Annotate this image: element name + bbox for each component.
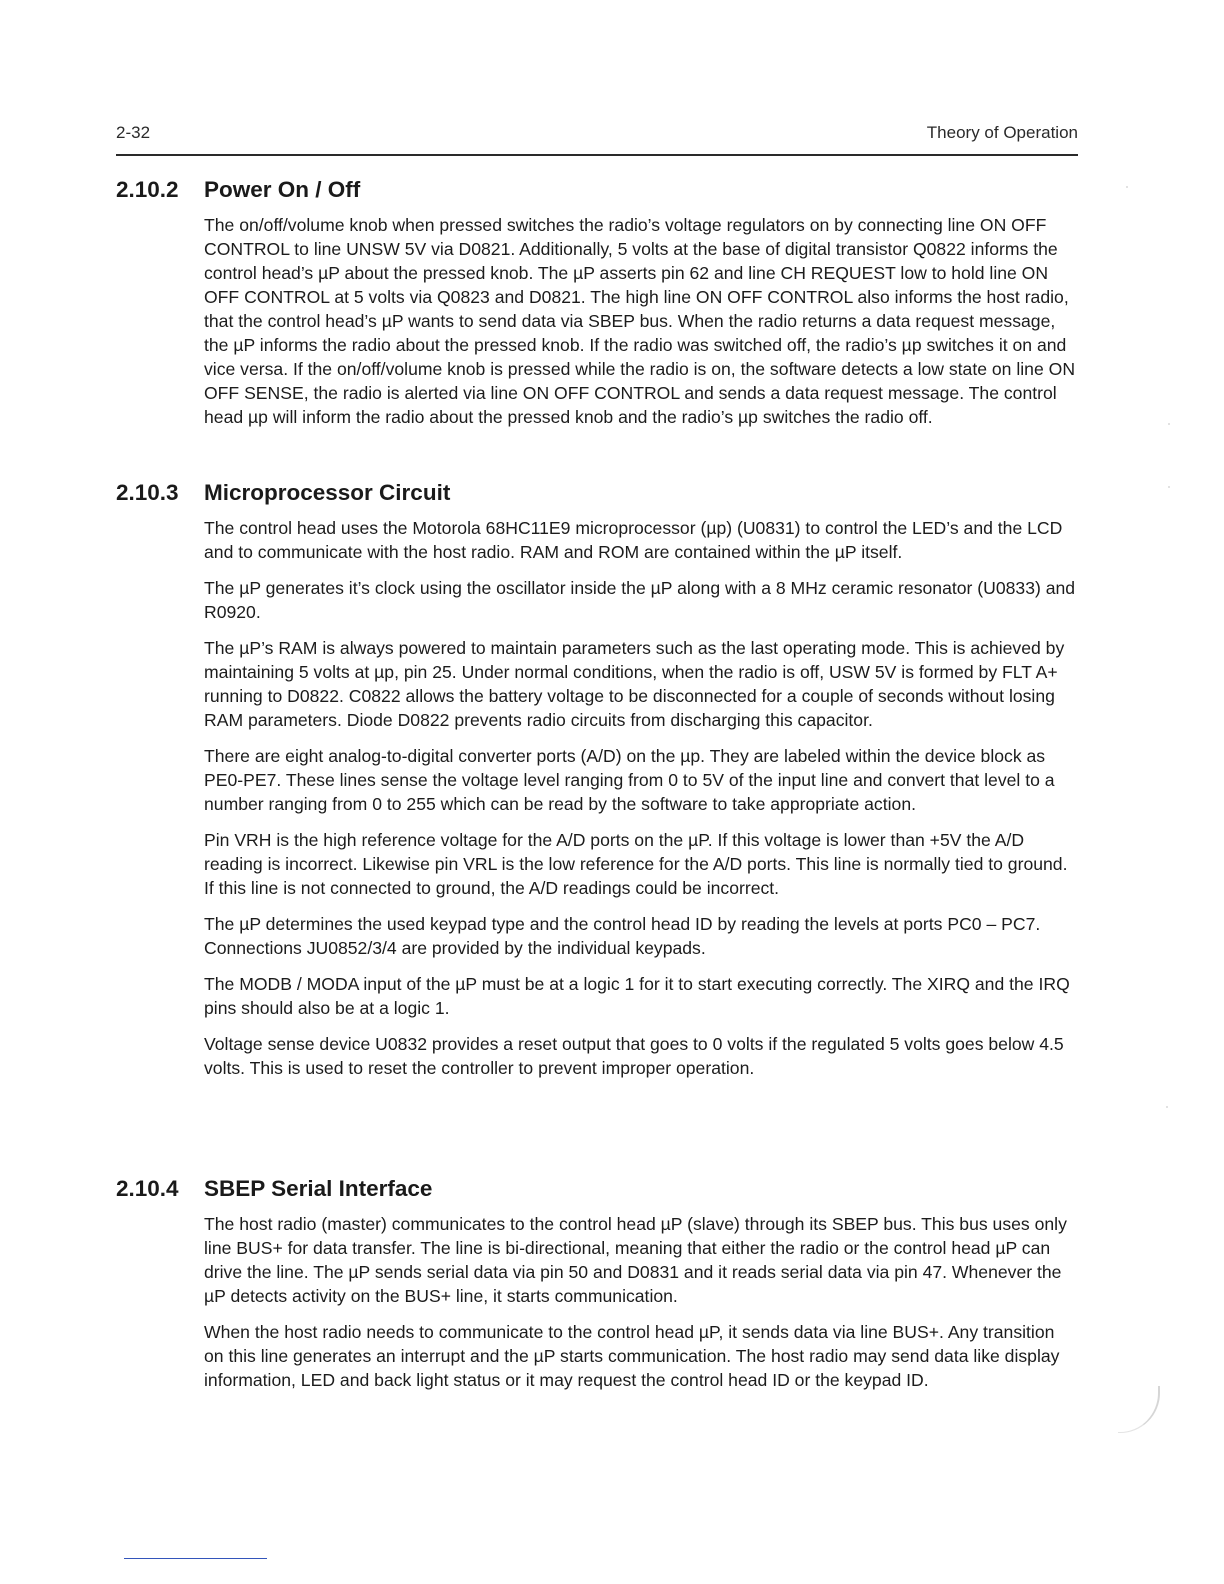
- paragraph: Voltage sense device U0832 provides a reset output that goes to 0 volts if the regulated 5 volts goes below 4.5 volts. This is used to reset the controller to prevent improper operation.: [204, 1034, 1064, 1078]
- paragraph: There are eight analog-to-digital converter ports (A/D) on the µp. They are labeled within the device block as PE0-PE7. These lines sense the voltage level ranging from 0 to 5V of the input line and convert that level to a number ranging from 0 to 255 which can be read by the software to take appropriate action.: [204, 746, 1055, 814]
- paragraph: When the host radio needs to communicate to the control head µP, it sends data via line BUS+. Any transition on this line generates an interrupt and the µP starts communication. The host radio may send data like display information, LED and back light status or it may request the control head ID or the keypad ID.: [204, 1322, 1060, 1390]
- section-microprocessor-circuit: [116, 478, 1078, 1092]
- section-heading: [116, 175, 1078, 205]
- scan-speck: [1126, 186, 1128, 188]
- paragraph: The host radio (master) communicates to the control head µP (slave) through its SBEP bus. This bus uses only line BUS+ for data transfer. The line is bi-directional, meaning that either the radio or the control head µP can drive the line. The µP sends serial data via pin 50 and D0831 and it reads serial data via pin 47. Whenever the µP detects activity on the BUS+ line, it starts communication.: [204, 1214, 1067, 1306]
- scan-speck: [1166, 1106, 1168, 1108]
- paragraph: The MODB / MODA input of the µP must be at a logic 1 for it to start executing correctly. The XIRQ and the IRQ pins should also be at a logic 1.: [204, 974, 1070, 1018]
- running-title: Theory of Operation: [926, 123, 1078, 142]
- scan-speck: [1168, 423, 1170, 425]
- section-title: Power On / Off: [204, 177, 361, 202]
- page-header: [116, 121, 1078, 147]
- section-number: 2.10.3: [116, 480, 179, 505]
- header-divider: [116, 154, 1078, 156]
- scan-speck: [1168, 486, 1170, 488]
- section-body: [204, 516, 1078, 1080]
- section-power-on-off: [116, 175, 1078, 441]
- paragraph: The µP determines the used keypad type and the control head ID by reading the levels at ports PC0 – PC7. Connections JU0852/3/4 are provided by the individual keypads.: [204, 914, 1041, 958]
- section-heading: [116, 1174, 1078, 1204]
- paragraph: The control head uses the Motorola 68HC11E9 microprocessor (µp) (U0831) to control the LED’s and the LCD and to communicate with the host radio. RAM and ROM are contained within the µP itself.: [204, 518, 1063, 562]
- section-number: 2.10.2: [116, 177, 179, 202]
- paragraph: The on/off/volume knob when pressed switches the radio’s voltage regulators on by connecting line ON OFF CONTROL to line UNSW 5V via D0821. Additionally, 5 volts at the base of digital transistor Q0822 informs the control head’s µP about the pressed knob. The µP asserts pin 62 and line CH REQUEST low to hold line ON OFF CONTROL at 5 volts via Q0823 and D0821. The high line ON OFF CONTROL also informs the host radio, that the control head’s µP wants to send data via SBEP bus. When the radio returns a data request message, the µP informs the radio about the pressed knob. If the radio was switched off, the radio’s µp switches it on and vice versa. If the on/off/volume knob is pressed while the radio is on, the software detects a low state on line ON OFF SENSE, the radio is alerted via line ON OFF CONTROL and sends a data request message. The control head µp will inform the radio about the pressed knob and the radio’s µp switches the radio off.: [204, 215, 1076, 427]
- page-number: 2-32: [116, 123, 151, 142]
- section-number: 2.10.4: [116, 1176, 179, 1201]
- footer-link-underline: [124, 1558, 267, 1559]
- section-title: SBEP Serial Interface: [204, 1176, 433, 1201]
- binder-hole-shadow: [1118, 1386, 1160, 1433]
- section-title: Microprocessor Circuit: [204, 480, 451, 505]
- paragraph: Pin VRH is the high reference voltage for the A/D ports on the µP. If this voltage is lower than +5V the A/D reading is incorrect. Likewise pin VRL is the low reference for the A/D ports. This line is normally tied to ground. If this line is not connected to ground, the A/D readings could be incorrect.: [204, 830, 1068, 898]
- section-body: [204, 213, 1078, 429]
- paragraph: The µP’s RAM is always powered to maintain parameters such as the last operating mode. This is achieved by maintaining 5 volts at µp, pin 25. Under normal conditions, when the radio is off, USW 5V is formed by FLT A+ running to D0822. C0822 allows the battery voltage to be disconnected for a couple of seconds without losing RAM parameters. Diode D0822 prevents radio circuits from discharging this capacitor.: [204, 638, 1065, 730]
- section-heading: [116, 478, 1078, 508]
- section-body: [204, 1212, 1078, 1392]
- paragraph: The µP generates it’s clock using the oscillator inside the µP along with a 8 MHz ceramic resonator (U0833) and R0920.: [204, 578, 1076, 622]
- section-sbep-serial-interface: [116, 1174, 1078, 1404]
